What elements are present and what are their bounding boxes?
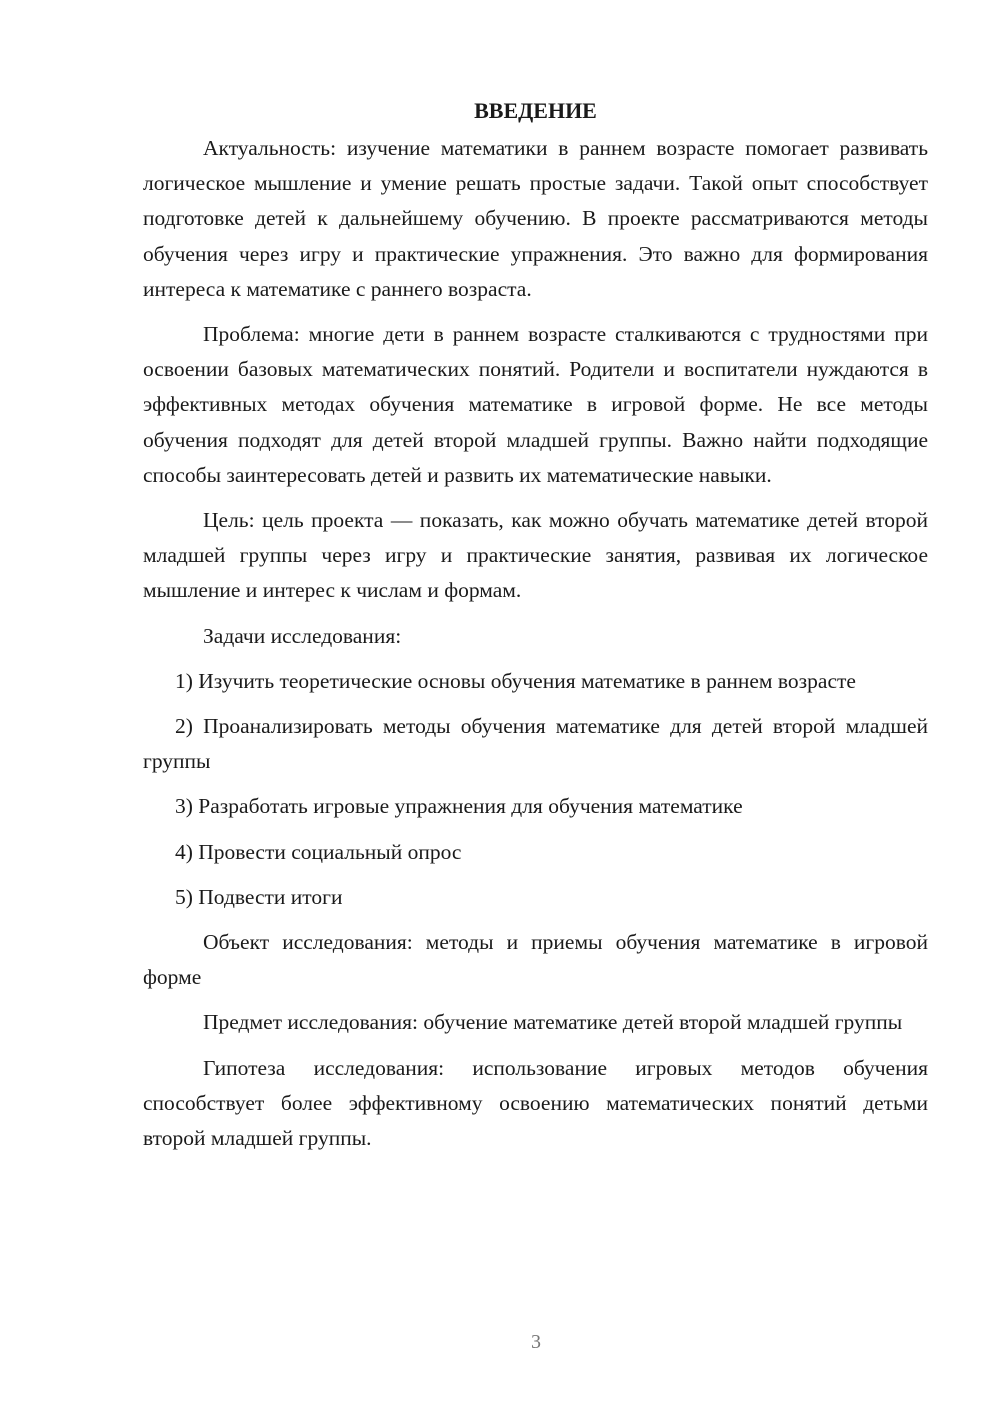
task-item-1: 1) Изучить теоретические основы обучения математике в раннем возрасте — [175, 668, 856, 693]
section-title: ВВЕДЕНИЕ — [474, 98, 597, 123]
paragraph-goal: Цель: цель проекта — показать, как можно обучать математике детей второй младшей группы через игру и практические занятия, развивая их логическое мышление и интерес к числам и формам. — [143, 508, 928, 603]
task-item-2: 2) Проанализировать методы обучения математике для детей второй младшей группы — [143, 714, 928, 774]
document-page — [143, 95, 928, 1166]
paragraph-problem: Проблема: многие дети в раннем возрасте сталкиваются с трудностями при освоении базовых математических понятий. Родители и воспитатели нуждаются в эффективных методах обучения математике в игровой форме. Не все методы обучения подходят для детей второй младшей группы. Важно найти подходящие способы заинтересовать детей и развить их математические навыки. — [143, 322, 928, 487]
paragraph-relevance: Актуальность: изучение математики в раннем возрасте помогает развивать логическое мышление и умение решать простые задачи. Такой опыт способствует подготовке детей к дальнейшему обучению. В проекте рассматриваются методы обучения через игру и практические упражнения. Это важно для формирования интереса к математике с раннего возраста. — [143, 136, 928, 301]
paragraph-subject: Предмет исследования: обучение математике детей второй младшей группы — [203, 1010, 903, 1035]
task-item-4: 4) Провести социальный опрос — [175, 839, 462, 864]
paragraph-hypothesis: Гипотеза исследования: использование игровых методов обучения способствует более эффективному освоению математических понятий детьми второй младшей группы. — [143, 1055, 928, 1151]
task-item-3: 3) Разработать игровые упражнения для обучения математике — [175, 794, 743, 819]
task-item-5: 5) Подвести итоги — [175, 884, 343, 909]
tasks-heading: Задачи исследования: — [203, 623, 402, 648]
page-number: 3 — [531, 1331, 541, 1353]
paragraph-object: Объект исследования: методы и приемы обучения математике в игровой форме — [143, 930, 928, 990]
